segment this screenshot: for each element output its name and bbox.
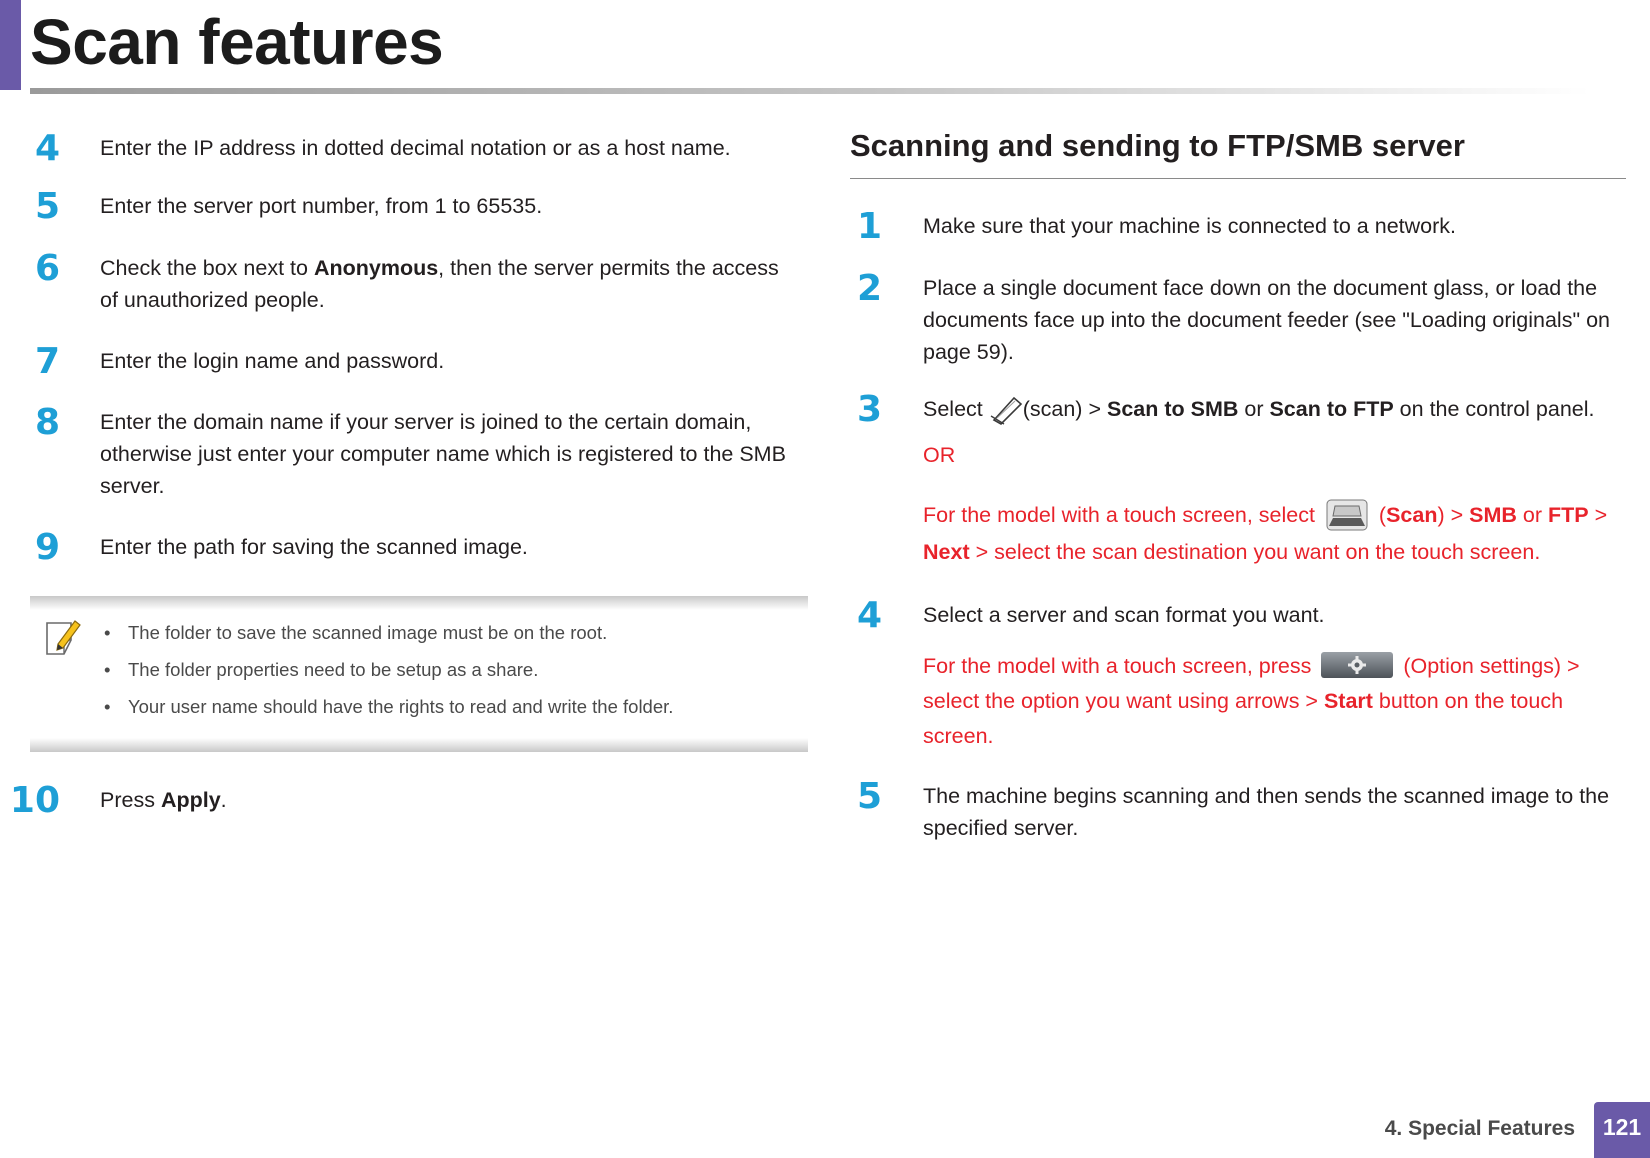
step-number: 6 [34, 248, 60, 289]
step-text: Enter the IP address in dotted decimal notation or as a host name. [100, 136, 731, 160]
step-number: 4 [34, 128, 60, 169]
note-pencil-icon [44, 618, 82, 658]
note-item: • Your user name should have the rights to read and write the folder. [100, 688, 673, 725]
step-text: Enter the server port number, from 1 to 65535. [100, 194, 543, 218]
option-settings-button-image [1321, 652, 1393, 678]
step-number: 10 [9, 780, 60, 821]
scan-icon [989, 393, 1023, 427]
note-top-rule [30, 596, 808, 610]
touch-screen-instructions: For the model with a touch screen, press (Option settings) > select the option you want using arrows > Start button on the touch screen. [923, 654, 1580, 748]
step-text: Select (scan) > Scan to SMB or Scan to FTP on the control panel. [923, 393, 1628, 427]
page-number: 121 [1594, 1102, 1650, 1158]
note-bottom-rule [30, 738, 808, 752]
step-text: The machine begins scanning and then sends the scanned image to the specified server. [923, 784, 1610, 840]
step-number: 9 [34, 527, 60, 568]
step-number: 5 [856, 776, 882, 817]
step-text: Enter the domain name if your server is joined to the certain domain, otherwise just enter your computer name which is registered to the SMB server. [100, 410, 786, 498]
step-number: 7 [34, 341, 60, 382]
page-title: Scan features [30, 6, 444, 78]
step-number: 5 [34, 186, 60, 227]
section-rule [850, 178, 1626, 179]
gear-icon [1321, 652, 1393, 678]
step-text: Enter the login name and password. [100, 349, 445, 373]
step-text: Place a single document face down on the document glass, or load the documents face up into the document feeder (see "Loading originals" on page 59). [923, 276, 1610, 364]
step-text: Check the box next to Anonymous, then the server permits the access of unauthorized people. [100, 256, 779, 312]
scan-to-ftp-label: Scan to FTP [1269, 397, 1394, 421]
title-accent-bar [0, 0, 21, 90]
apply-label: Apply [160, 788, 221, 812]
section-title: Scanning and sending to FTP/SMB server [850, 128, 1465, 163]
footer-section-label: 4. Special Features [1384, 1117, 1575, 1140]
step-text: Select a server and scan format you want. [923, 603, 1325, 627]
scan-to-smb-label: Scan to SMB [1106, 397, 1239, 421]
step-number: 2 [856, 268, 882, 309]
step-number: 3 [856, 389, 882, 430]
scan-label: Scan [1386, 503, 1438, 527]
step-text: Make sure that your machine is connected to a network. [923, 214, 1456, 238]
smb-label: SMB [1469, 503, 1517, 527]
scanner-icon [1321, 498, 1373, 534]
step-number: 1 [856, 206, 882, 247]
step-number: 4 [856, 595, 882, 636]
ftp-label: FTP [1548, 503, 1589, 527]
step-number: 8 [34, 402, 60, 443]
note-item: • The folder to save the scanned image must be on the root. [100, 614, 673, 651]
start-label: Start [1323, 689, 1373, 713]
step-text: Enter the path for saving the scanned image. [100, 535, 528, 559]
note-list [100, 614, 673, 725]
title-rule [30, 88, 1590, 94]
anonymous-label: Anonymous [313, 256, 439, 280]
note-box [30, 596, 808, 752]
or-separator: OR [923, 443, 956, 467]
next-label: Next [923, 540, 970, 565]
step-text: Press Apply. [100, 788, 227, 812]
touch-screen-instructions: For the model with a touch screen, select (Scan) > SMB or FTP > Next > select the scan destination you want on the touch screen. [923, 497, 1628, 570]
note-item: • The folder properties need to be setup as a share. [100, 651, 673, 688]
